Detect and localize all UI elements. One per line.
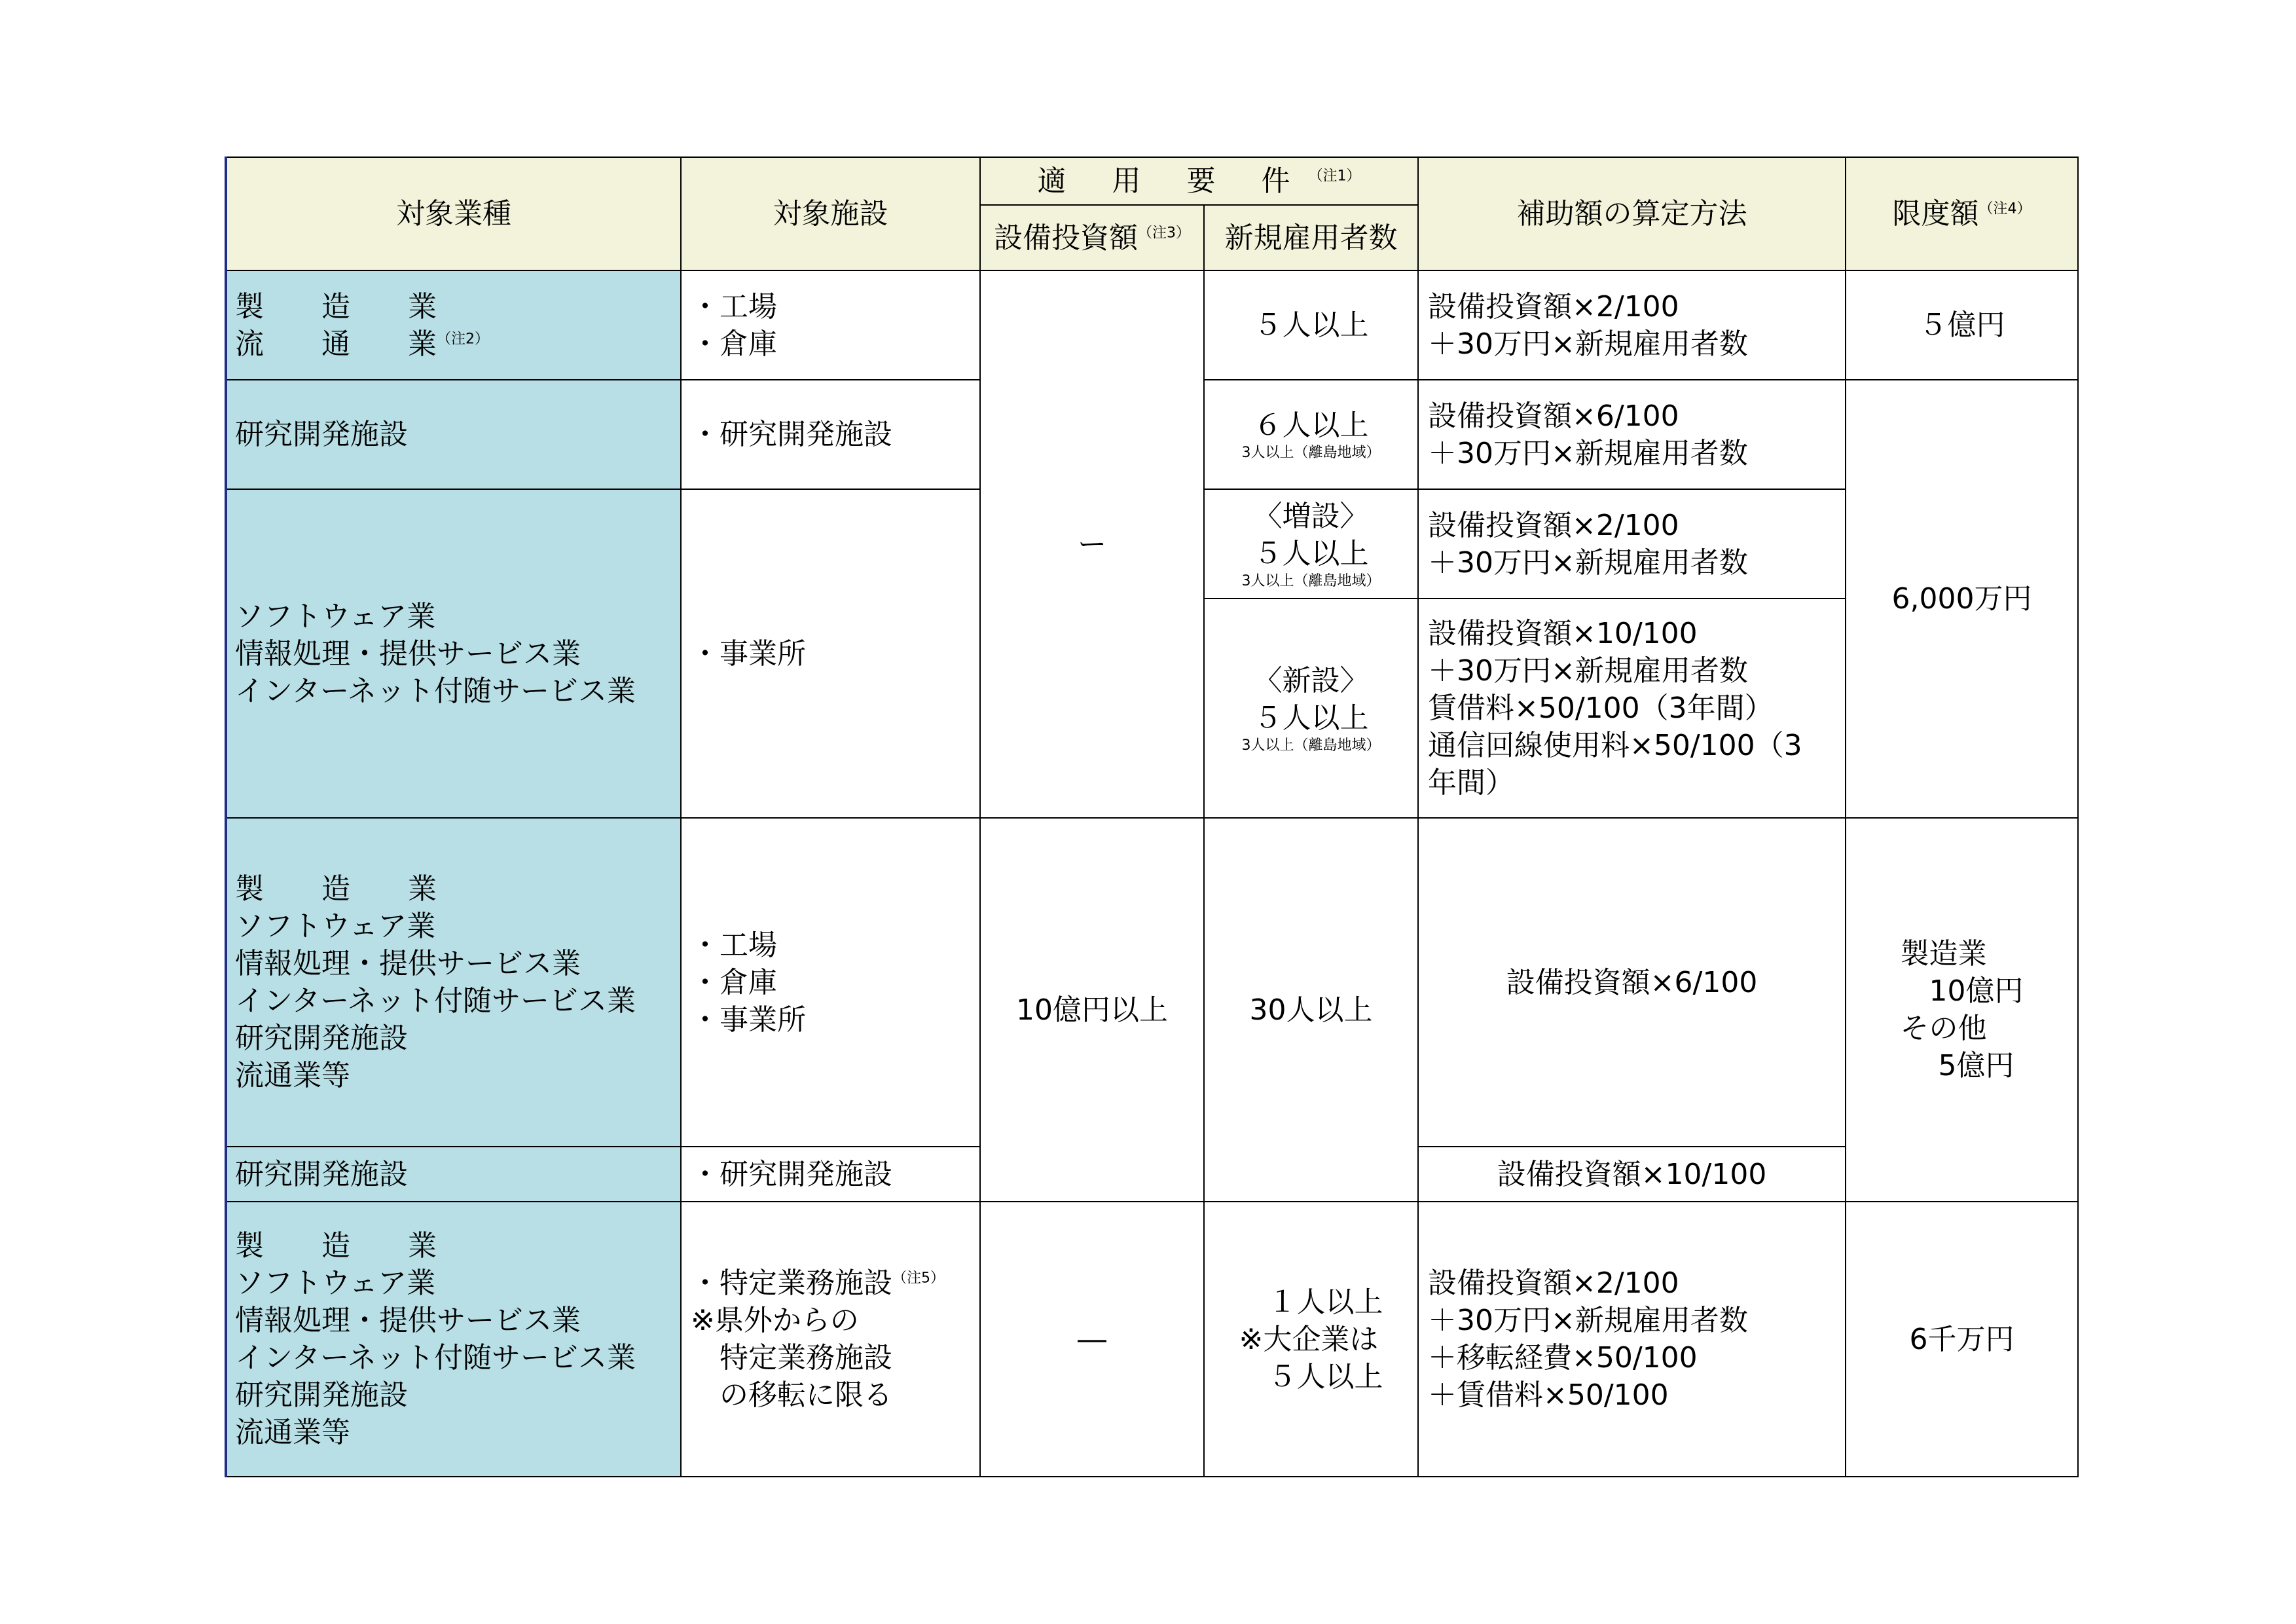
industry-cell: 研究開発施設 [226,1147,681,1202]
header-hires: 新規雇用者数 [1204,205,1418,270]
limit-cell: 製造業 10億円 その他 5億円 [1846,818,2078,1202]
facility-cell: ・研究開発施設 [681,380,980,489]
table-row [226,818,2078,1147]
header-requirements: 適 用 要 件$^{(注1)}$ [980,157,1418,205]
industry-cell: 製 造 業 流 通 業$^{(注2)}$ [226,270,681,380]
method-cell: 設備投資額×10/100 ＋30万円×新規雇用者数 賃借料×50/100（3年間） 通信回線使用料×50/100（3 年間） [1418,599,1846,818]
industry-cell: ソフトウェア業 情報処理・提供サービス業 インターネット付随サービス業 [226,489,681,818]
limit-cell: 6,000万円 [1846,380,2078,818]
facility-cell: ・研究開発施設 [681,1147,980,1202]
industry-cell: 製 造 業 ソフトウェア業 情報処理・提供サービス業 インターネット付随サービス業 研究開発施設 流通業等 [226,1202,681,1477]
header-industry: 対象業種 [226,157,681,270]
hires-cell: 〈新設〉 ５人以上 3人以上（離島地域） [1204,599,1418,818]
table-row [226,270,2078,380]
facility-cell: ・工場 ・倉庫 ・事業所 [681,818,980,1147]
hires-cell: １人以上 ※大企業は ５人以上 [1204,1202,1418,1477]
investment-cell: ー [980,270,1204,818]
header-limit: 限度額$^{(注4)}$ [1846,157,2078,270]
hires-cell: ５人以上 [1204,270,1418,380]
header-row-1 [226,157,2078,205]
investment-cell: ― [980,1202,1204,1477]
subsidy-table [225,157,2079,1477]
table-row [226,1202,2078,1477]
facility-cell: ・事業所 [681,489,980,818]
industry-cell: 研究開発施設 [226,380,681,489]
investment-cell: 10億円以上 [980,818,1204,1202]
header-method: 補助額の算定方法 [1418,157,1846,270]
facility-cell: ・特定業務施設$^{(注5)}$ ※県外からの 特定業務施設 の移転に限る [681,1202,980,1477]
method-cell: 設備投資額×6/100 [1418,818,1846,1147]
method-cell: 設備投資額×2/100 ＋30万円×新規雇用者数 [1418,489,1846,599]
header-facility: 対象施設 [681,157,980,270]
method-cell: 設備投資額×6/100 ＋30万円×新規雇用者数 [1418,380,1846,489]
limit-cell: ５億円 [1846,270,2078,380]
hires-cell: 30人以上 [1204,818,1418,1202]
limit-cell: 6千万円 [1846,1202,2078,1477]
method-cell: 設備投資額×10/100 [1418,1147,1846,1202]
method-cell: 設備投資額×2/100 ＋30万円×新規雇用者数 [1418,270,1846,380]
hires-cell: ６人以上 3人以上（離島地域） [1204,380,1418,489]
hires-cell: 〈増設〉 ５人以上 3人以上（離島地域） [1204,489,1418,599]
header-investment: 設備投資額$^{(注3)}$ [980,205,1204,270]
industry-cell: 製 造 業 ソフトウェア業 情報処理・提供サービス業 インターネット付随サービス業 研究開発施設 流通業等 [226,818,681,1147]
method-cell: 設備投資額×2/100 ＋30万円×新規雇用者数 ＋移転経費×50/100 ＋賃借料×50/100 [1418,1202,1846,1477]
facility-cell: ・工場 ・倉庫 [681,270,980,380]
